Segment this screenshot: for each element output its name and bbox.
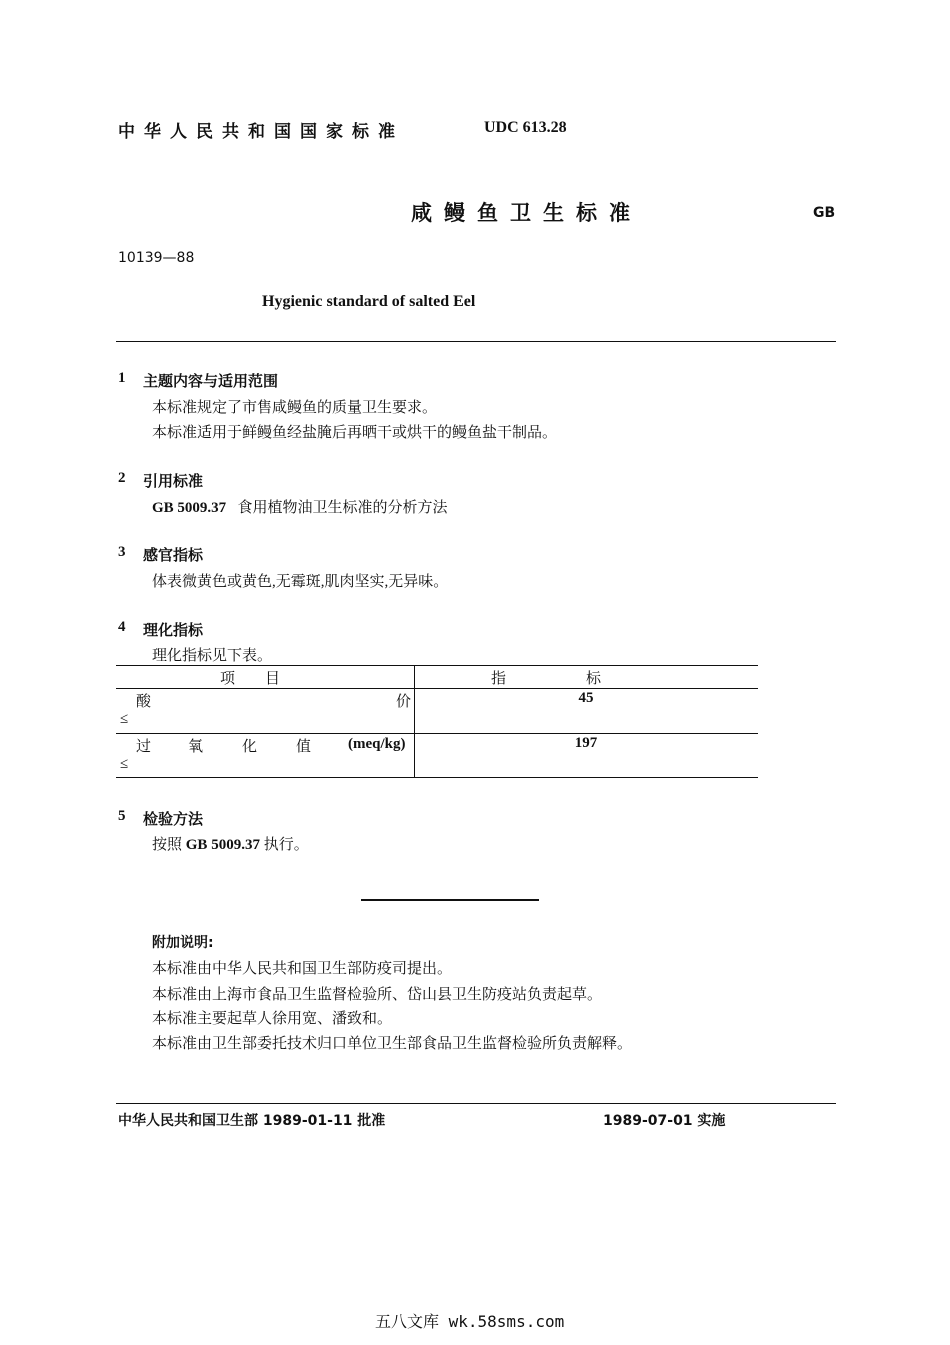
section-number: 2 — [118, 470, 126, 486]
table-header-value — [414, 667, 758, 688]
section-title: 理化指标 — [143, 621, 204, 639]
note-item: 本标准由上海市食品卫生监督检验所、岱山县卫生防疫站负责起草。 — [152, 987, 603, 1003]
section-title: 检验方法 — [143, 810, 204, 828]
document-title: 咸鳗鱼卫生标准 — [411, 201, 642, 225]
header-item-label: 项目 — [219, 671, 310, 687]
section-title: 引用标准 — [143, 472, 204, 490]
referenced-standard-title: 食用植物油卫生标准的分析方法 — [237, 500, 448, 516]
table-cell-unit: (meq/kg) — [348, 736, 406, 752]
table-cell-value: 45 — [578, 690, 594, 706]
footer-divider — [116, 1103, 836, 1104]
section-paragraph — [152, 833, 309, 854]
physicochemical-indicators-table — [116, 665, 758, 778]
section-title: 主题内容与适用范围 — [143, 372, 279, 390]
section-title: 感官指标 — [143, 546, 204, 564]
table-rule — [116, 665, 758, 666]
end-of-text-rule — [361, 899, 539, 901]
table-cell-item: 酸 — [136, 694, 152, 710]
top-divider — [116, 341, 836, 342]
table-cell-item: 化 — [242, 739, 258, 755]
referenced-standard — [152, 496, 447, 517]
table-cell-le: ≤ — [120, 711, 129, 727]
standard-number: 10139—88 — [118, 250, 195, 266]
section-number: 3 — [118, 544, 126, 560]
method-standard-code: GB 5009.37 — [185, 837, 260, 853]
table-cell-le: ≤ — [120, 756, 129, 772]
header-value-label: 指标 — [490, 671, 681, 687]
section-paragraph: 本标准规定了市售咸鳗鱼的质量卫生要求。 — [152, 400, 438, 416]
section-number: 4 — [118, 619, 126, 635]
udc-code: UDC 613.28 — [484, 119, 567, 136]
table-cell-value: 197 — [574, 735, 598, 751]
note-item: 本标准由中华人民共和国卫生部防疫司提出。 — [152, 961, 453, 977]
note-item: 本标准主要起草人徐用宽、潘致和。 — [152, 1011, 393, 1027]
table-rule — [116, 688, 758, 689]
section-paragraph: 体表微黄色或黄色,无霉斑,肌肉坚实,无异味。 — [152, 574, 449, 590]
table-rule — [116, 777, 758, 778]
section-paragraph: 本标准适用于鲜鳗鱼经盐腌后再晒干或烘干的鳗鱼盐干制品。 — [152, 425, 558, 441]
table-cell-item: 过 — [136, 739, 152, 755]
table-cell-item: 值 — [296, 739, 312, 755]
effective-date: 1989-07-01 实施 — [603, 1113, 726, 1129]
section-paragraph: 理化指标见下表。 — [152, 648, 273, 664]
section-number: 5 — [118, 808, 126, 824]
table-cell-item: 氧 — [188, 739, 204, 755]
approval-line: 中华人民共和国卫生部 1989-01-11 批准 — [118, 1113, 386, 1129]
method-suffix: 执行。 — [259, 837, 309, 853]
section-number: 1 — [118, 370, 126, 386]
table-cell-item: 价 — [396, 694, 412, 710]
additional-notes-title: 附加说明: — [152, 935, 214, 951]
method-prefix: 按照 — [152, 837, 186, 853]
document-title-english: Hygienic standard of salted Eel — [262, 293, 476, 310]
table-rule — [116, 733, 758, 734]
standard-prefix: GB — [813, 205, 836, 221]
table-header-item — [116, 667, 414, 688]
issuing-body-header: 中华人民共和国国家标准 — [118, 122, 404, 142]
note-item: 本标准由卫生部委托技术归口单位卫生部食品卫生监督检验所负责解释。 — [152, 1036, 633, 1052]
referenced-standard-code: GB 5009.37 — [152, 500, 227, 516]
site-watermark: 五八文库 wk.58sms.com — [375, 1312, 565, 1331]
